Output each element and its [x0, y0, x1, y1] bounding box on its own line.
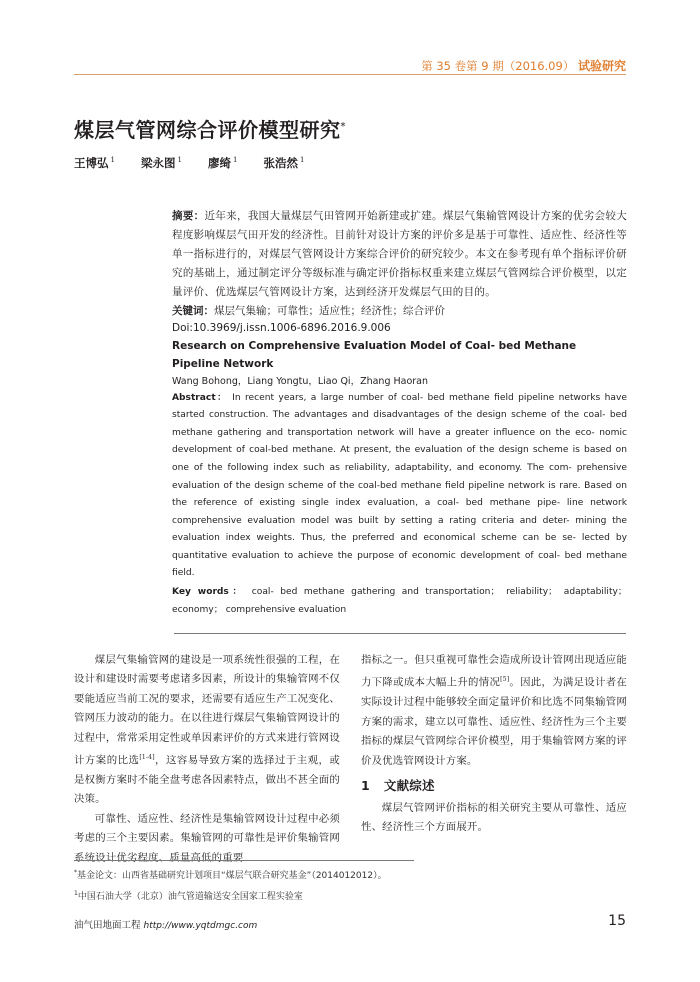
abstract-block: [172, 207, 627, 619]
abstract-cn-label: 摘要：: [172, 210, 205, 222]
page-number: 15: [608, 913, 626, 929]
english-keywords-label: Key words：: [172, 587, 246, 598]
author: 张浩然 $^1$: [263, 156, 305, 170]
author: 廖绮 $^1$: [207, 156, 238, 170]
section-heading: [361, 776, 627, 796]
author: 王博弘 $^1$: [74, 156, 115, 170]
journal-header: [421, 57, 626, 74]
paper-title-text: 煤层气管网综合评价模型研究: [74, 118, 341, 142]
paragraph: 指标之一。但只重视可靠性会造成所设计管网出现适应能力下降或成本大幅上升的情况[5]。因此，为满足设计者在实际设计过程中能够较全面定量评价和比选不同集输管网方案的需求，建立以可靠性、适应性、经济性为三个主要指标的煤层气管网综合评价模型，用于集输管网方案的评价及优选管网设计方案。: [361, 654, 628, 767]
section-number: 1: [361, 777, 370, 793]
keywords-cn-label: 关键词：: [172, 304, 214, 317]
footnotes: [74, 864, 626, 906]
author: 梁永图 $^1$: [140, 156, 182, 170]
footer-journal: [74, 917, 257, 931]
abstract-divider: [174, 633, 626, 634]
paragraph: 煤层气管网评价指标的相关研究主要从可靠性、适应性、经济性三个方面展开。: [361, 801, 627, 834]
english-keywords: [172, 583, 627, 619]
body-column-right: [361, 651, 627, 838]
footnote-divider: [74, 860, 414, 861]
funding-note: *基金论文：山西省基础研究计划项目“煤层气联合研究基金”（2014012012）。: [74, 869, 387, 881]
abstract-cn: [172, 207, 627, 302]
author-list: [74, 155, 326, 171]
english-keywords-text: coal- bed methane gathering and transportation； reliability； adaptability； economy； comprehensive evaluation: [172, 587, 627, 616]
title-footnote-mark: *: [340, 121, 346, 133]
journal-url[interactable]: http://www.yqtdmgc.com: [143, 921, 258, 931]
doi: Doi:10.3969/j.issn.1006-6896.2016.9.006: [172, 321, 391, 334]
english-authors: Wang Bohong，Liang Yongtu，Liao Qi，Zhang Haoran: [172, 375, 429, 387]
section-name: 试验研究: [577, 59, 626, 73]
english-abstract-text: In recent years, a large number of coal- bed methane field pipeline networks have started construction. The advantages and disadvantages of the design scheme of the coal- bed methane gathering and transportation network will have a greater influence on the eco- nomic development of coal-bed methane. At present, the evaluation of the design scheme is based on one of the following index such as reliability, adaptability, and economy. The com- prehensive evaluation of the design scheme of the coal-bed methane field pipeline network is rare. Based on the reference of existing single index evaluation, a coal- bed methane pipe- line network comprehensive evaluation model was built by setting a rating criteria and deter- mining the evaluation index weights. Thus, the preferred and economical scheme can be se- lected by quantitative evaluation to achieve the purpose of economic development of coal- bed methane field.: [172, 392, 627, 579]
paper-title: [74, 114, 346, 143]
citation: [5]: [500, 676, 510, 684]
issue-info: 第 35 卷第 9 期（2016.09）: [421, 59, 575, 73]
abstract-cn-text: 近年来，我国大量煤层气田管网开始新建或扩建。煤层气集输管网设计方案的优劣会较大程度影响煤层气田开发的经济性。目前针对设计方案的评价多是基于可靠性、适应性、经济性等单一指标进行的，对煤层气管网设计方案综合评价的研究较少。本文在参考现有单个指标评价研究的基础上，通过制定评分等级标准与确定评价指标权重来建立煤层气管网综合评价模型，以定量评价、优选煤层气管网设计方案，达到经济开发煤层气田的目的。: [172, 210, 628, 298]
journal-name: 油气田地面工程: [74, 920, 141, 931]
keywords-cn-text: 煤层气集输；可靠性；适应性；经济性；综合评价: [214, 304, 445, 317]
header-divider: [74, 74, 626, 75]
citation: [1-4]: [139, 754, 155, 762]
body-column-left: [74, 651, 340, 868]
english-abstract-label: Abstract：: [172, 392, 228, 403]
keywords-cn: [172, 302, 627, 320]
paragraph: 煤层气集输管网的建设是一项系统性很强的工程，在设计和建设时需要考虑诸多因素，所设计的集输管网不仅要能适应当前工况的要求，还需要有适应生产工况变化、管网压力波动的能力。在以往进行煤层气集输管网设计的过程中，常常采用定性或单因素评价的方式来进行管网设计方案的比选[1-4]，这容易导致方案的选择过于主观，或是权衡方案时不能全盘考虑各因素特点，做出不甚全面的决策。: [74, 654, 340, 806]
section-title: 文献综述: [383, 777, 435, 793]
english-title: Research on Comprehensive Evaluation Model of Coal- bed Methane Pipeline Network: [172, 339, 577, 370]
affiliation-note: $^1$中国石油大学（北京）油气管道输送安全国家工程实验室: [74, 890, 303, 902]
english-abstract: [172, 390, 627, 584]
paragraph: 可靠性、适应性、经济性是集输管网设计过程中必须考虑的三个主要因素。集输管网的可靠性是评价集输管网系统设计优劣程度、质量高低的重要: [74, 812, 340, 864]
